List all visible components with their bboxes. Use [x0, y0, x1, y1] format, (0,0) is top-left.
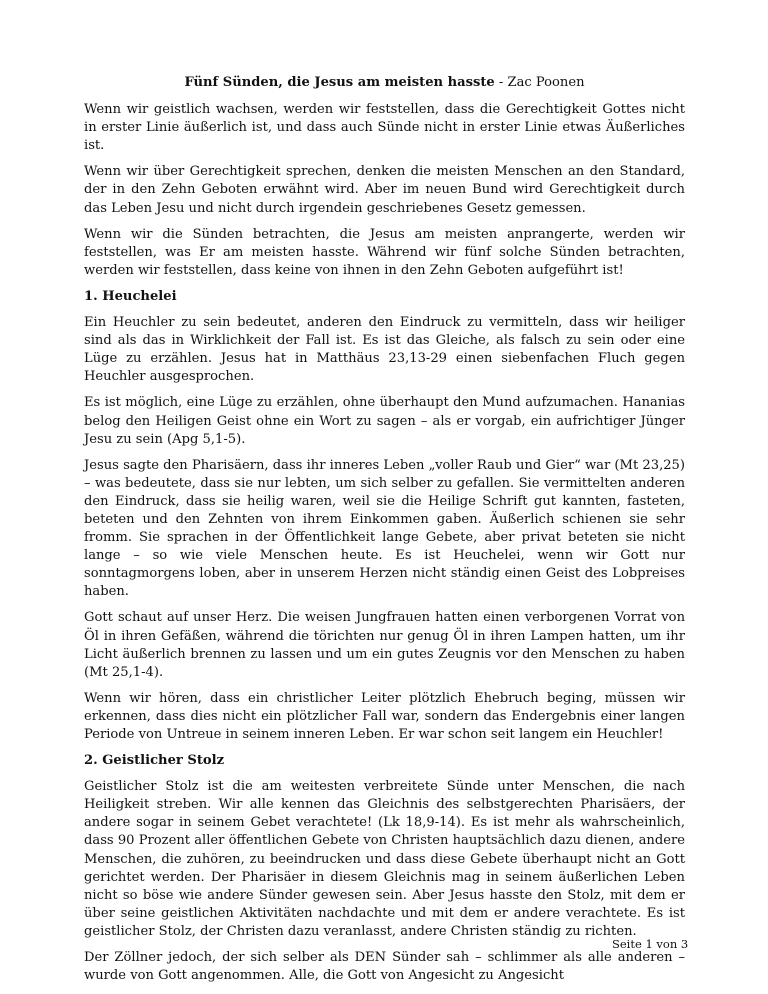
- section-heading-heuchelei: 1. Heuchelei: [84, 288, 177, 304]
- title-author: - Zac Poonen: [494, 75, 585, 90]
- document-title: [84, 74, 685, 92]
- section2-paragraph: Der Zöllner jedoch, der sich selber als DEN Sünder sah – schlimmer als alle anderen – wurde von Gott angenommen. Alle, die Gott von Angesicht zu Angesicht: [84, 950, 685, 984]
- section1-paragraph: Wenn wir hören, dass ein christlicher Leiter plötzlich Ehebruch beging, müssen wir erkennen, dass dies nicht ein plötzlicher Fall war, sondern das Endergebnis einer langen Periode von Untreue in seinem inneren Leben. Er war schon seit langem ein Heuchler!: [84, 690, 685, 742]
- section1-paragraph: Ein Heuchler zu sein bedeutet, anderen den Eindruck zu vermitteln, dass wir heiliger sind als das in Wirklichkeit der Fall ist. Es ist das Gleiche, als falsch zu sein oder eine Lüge zu erzählen. Jesus hat in Matthäus 23,13-29 einen siebenfachen Fluch gegen Heuchler ausgesprochen.: [84, 315, 685, 385]
- title-main: Fünf Sünden, die Jesus am meisten hasste: [184, 75, 495, 90]
- section1-paragraph: Es ist möglich, eine Lüge zu erzählen, ohne überhaupt den Mund aufzumachen. Hananias belog den Heiligen Geist ohne ein Wort zu sagen – als er vorgab, ein aufrichtiger Jünger Jesu zu sein (Apg 5,1-5).: [84, 395, 685, 447]
- intro-paragraph: Wenn wir die Sünden betrachten, die Jesus am meisten anprangerte, werden wir feststellen, was Er am meisten hasste. Während wir fünf solche Sünden betrachten, werden wir feststellen, dass keine von ihnen in den Zehn Geboten aufgeführt ist!: [84, 226, 685, 278]
- section2-paragraph: Geistlicher Stolz ist die am weitesten verbreitete Sünde unter Menschen, die nach Heiligkeit streben. Wir alle kennen das Gleichnis des selbstgerechten Pharisäers, der andere sogar in seinem Gebet verachtete! (Lk 18,9-14). Es ist mehr als wahrscheinlich, dass 90 Prozent aller öffentlichen Gebete von Christen hauptsächlich dazu dienen, andere Menschen, die zuhören, zu beeindrucken und dass diese Gebete überhaupt nicht an Gott gerichtet werden. Der Pharisäer in diesem Gleichnis mag in seinem äußerlichen Leben nicht so böse wie andere Sünder gewesen sein. Aber Jesus hasste den Stolz, mit dem er über seine geistlichen Aktivitäten nachdachte und mit dem er andere verachtete. Es ist geistlicher Stolz, der Christen dazu veranlasst, andere Christen ständig zu richten.: [84, 779, 685, 939]
- intro-paragraph: Wenn wir über Gerechtigkeit sprechen, denken die meisten Menschen an den Standard, der in den Zehn Geboten erwähnt wird. Aber im neuen Bund wird Gerechtigkeit durch das Leben Jesu und nicht durch irgendein geschriebenes Gesetz gemessen.: [84, 164, 685, 216]
- document-body: [84, 74, 685, 993]
- section1-paragraph: Gott schaut auf unser Herz. Die weisen Jungfrauen hatten einen verborgenen Vorrat von Öl in ihren Gefäßen, während die törichten nur genug Öl in ihren Lampen hatten, um ihr Licht äußerlich brennen zu lassen und um ein gutes Zeugnis vor den Menschen zu haben (Mt 25,1-4).: [84, 610, 685, 680]
- intro-paragraph: Wenn wir geistlich wachsen, werden wir feststellen, dass die Gerechtigkeit Gottes nicht in erster Linie äußerlich ist, und dass auch Sünde nicht in erster Linie etwas Äußerliches ist.: [84, 102, 685, 154]
- section-heading-geistlicher-stolz: 2. Geistlicher Stolz: [84, 753, 225, 769]
- section1-paragraph: Jesus sagte den Pharisäern, dass ihr inneres Leben „voller Raub und Gier“ war (Mt 23,25) – was bedeutete, dass sie nur lebten, um sich selber zu gefallen. Sie vermittelten anderen den Eindruck, dass sie heilig waren, weil sie die Heilige Schrift gut kannten, fasteten, beteten und den Zehnten von ihrem Einkommen gaben. Äußerlich schienen sie sehr fromm. Sie sprachen in der Öffentlichkeit lange Gebete, aber privat beteten sie nicht lange – so wie viele Menschen heute. Es ist Heuchelei, wenn wir Gott nur sonntagmorgens loben, aber in unserem Herzen nicht ständig einen Geist des Lobpreises haben.: [84, 457, 685, 600]
- page-number: Seite 1 von 3: [612, 937, 689, 951]
